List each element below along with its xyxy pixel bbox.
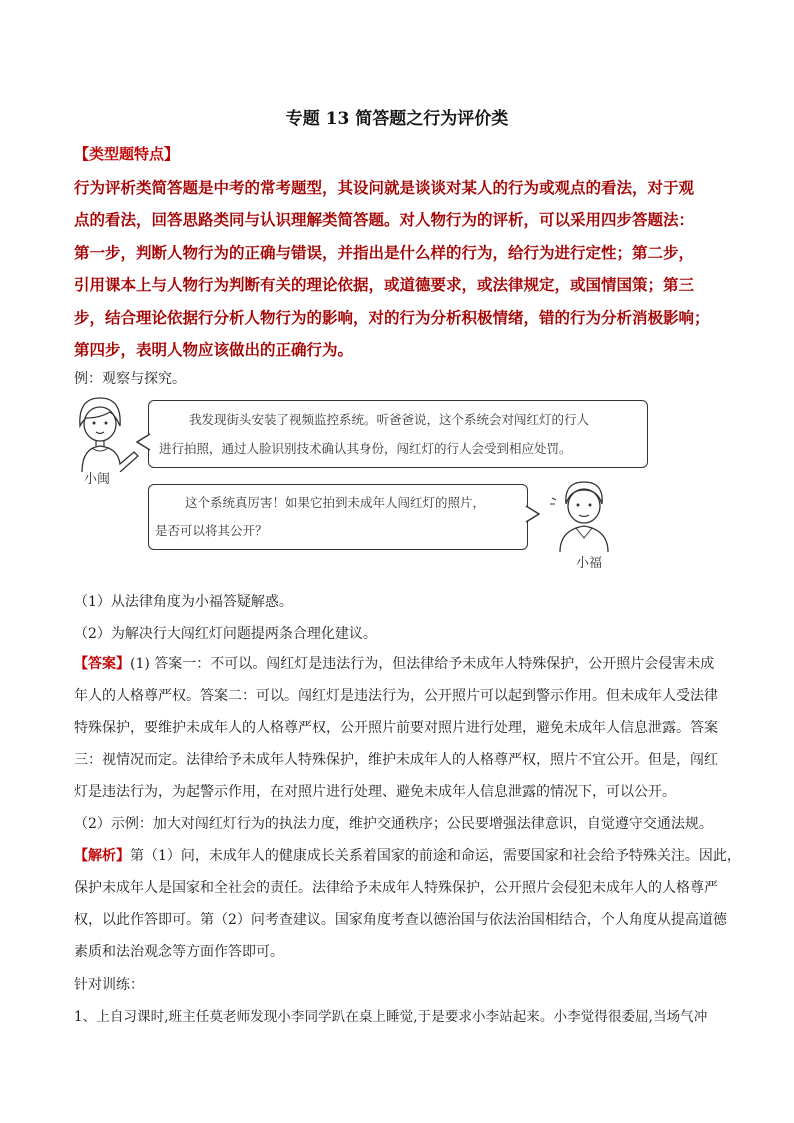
question-1: （1）从法律角度为小福答疑解惑。 xyxy=(74,594,293,610)
bubble2-line: 这个系统真厉害！如果它拍到未成年人闯红灯的照片， xyxy=(185,495,486,510)
page-title: 专题 13 简答题之行为评价类 xyxy=(285,109,509,129)
feature-line: 行为评析类简答题是中考的常考题型，其设问就是谈谈对某人的行为或观点的看法，对于观 xyxy=(74,178,695,197)
speech-bubble-2 xyxy=(148,484,528,550)
question-2: （2）为解决行大闯红灯问题提两条合理化建议。 xyxy=(74,626,377,642)
feature-paragraph xyxy=(74,172,724,366)
comic-illustration xyxy=(70,392,730,572)
bubble1-line: 我发现街头安装了视频监控系统。听爸爸说，这个系统会对闯红灯的行人 xyxy=(189,412,590,427)
speaker-name-xiaomin: 小闽 xyxy=(84,472,111,487)
bubble2-line: 是否可以将其公开？ xyxy=(155,523,268,538)
answer-block xyxy=(74,648,726,840)
analysis-line: 保护未成年人是国家和全社会的责任。法律给予未成年人特殊保护，公开照片会侵犯未成年人的人格尊严 xyxy=(74,880,718,896)
practice-label: 针对训练： xyxy=(74,977,144,993)
feature-line: 引用课本上与人物行为判断有关的理论依据，或道德要求，或法律规定，或国情国策；第三 xyxy=(74,275,695,295)
feature-line: 第一步，判断人物行为的正确与错误，并指出是什么样的行为，给行为进行定性；第二步， xyxy=(74,242,695,262)
analysis-line: 第（1）问，未成年人的健康成长关系着国家的前途和命运，需要国家和社会给予特殊关注。因此， xyxy=(130,848,741,864)
bubble1-line: 进行拍照，通过人脸识别技术确认其身份，闯红灯的行人会受到相应处罚。 xyxy=(159,441,572,456)
section-heading: 【类型题特点】 xyxy=(74,145,180,163)
answer-line: （2）示例：加大对闯红灯行为的执法力度，维护交通秩序；公民要增强法律意识，自觉遵守交通法规。 xyxy=(74,816,713,832)
answer-line: 年人的人格尊严权。答案二：可以。闯红灯是违法行为，公开照片可以起到警示作用。但未成年人受法律 xyxy=(74,688,718,704)
bubble2-tail xyxy=(524,504,540,524)
practice-question-1: 1、上自习课时,班主任莫老师发现小李同学趴在桌上睡觉,于是要求小李站起来。小李觉得很委屈,当场气冲 xyxy=(74,1009,708,1025)
answer-line: 特殊保护，要维护未成年人的人格尊严权，公开照片前要对照片进行处理，避免未成年人信息泄露。答案 xyxy=(74,720,718,736)
answer-line: 灯是违法行为，为起警示作用，在对照片进行处理、避免未成年人信息泄露的情况下，可以公开。 xyxy=(74,784,676,800)
answer-line: (1) 答案一：不可以。闯红灯是违法行为，但法律给予未成年人特殊保护，公开照片会侵害未成 xyxy=(130,656,715,672)
answer-line: 三：视情况而定。法律给予未成年人特殊保护，维护未成年人的人格尊严权，照片不宜公开。但是，闯红 xyxy=(74,752,718,768)
boy-figure-icon xyxy=(546,478,622,552)
analysis-line: 素质和法治观念等方面作答即可。 xyxy=(74,944,284,960)
answer-tag: 【答案】 xyxy=(74,656,130,672)
analysis-tag: 【解析】 xyxy=(74,848,130,864)
feature-line: 第四步，表明人物应该做出的正确行为。 xyxy=(74,340,354,360)
speaker-name-xiaofu: 小福 xyxy=(576,556,603,571)
example-label: 例：观察与探究。 xyxy=(74,371,186,387)
speech-bubble-1 xyxy=(148,400,648,468)
analysis-line: 权，以此作答即可。第（2）问考查建议。国家角度考查以德治国与依法治国相结合，个人角度从提高道德 xyxy=(74,912,727,928)
bubble1-tail xyxy=(136,432,152,452)
analysis-block xyxy=(74,840,741,968)
feature-line: 步，结合理论依据行分析人物行为的影响，对的行为分析积极情绪，错的行为分析消极影响； xyxy=(74,307,710,327)
feature-line: 点的看法，回答思路类同与认识理解类简答题。对人物行为的评析，可以采用四步答题法： xyxy=(74,210,695,230)
